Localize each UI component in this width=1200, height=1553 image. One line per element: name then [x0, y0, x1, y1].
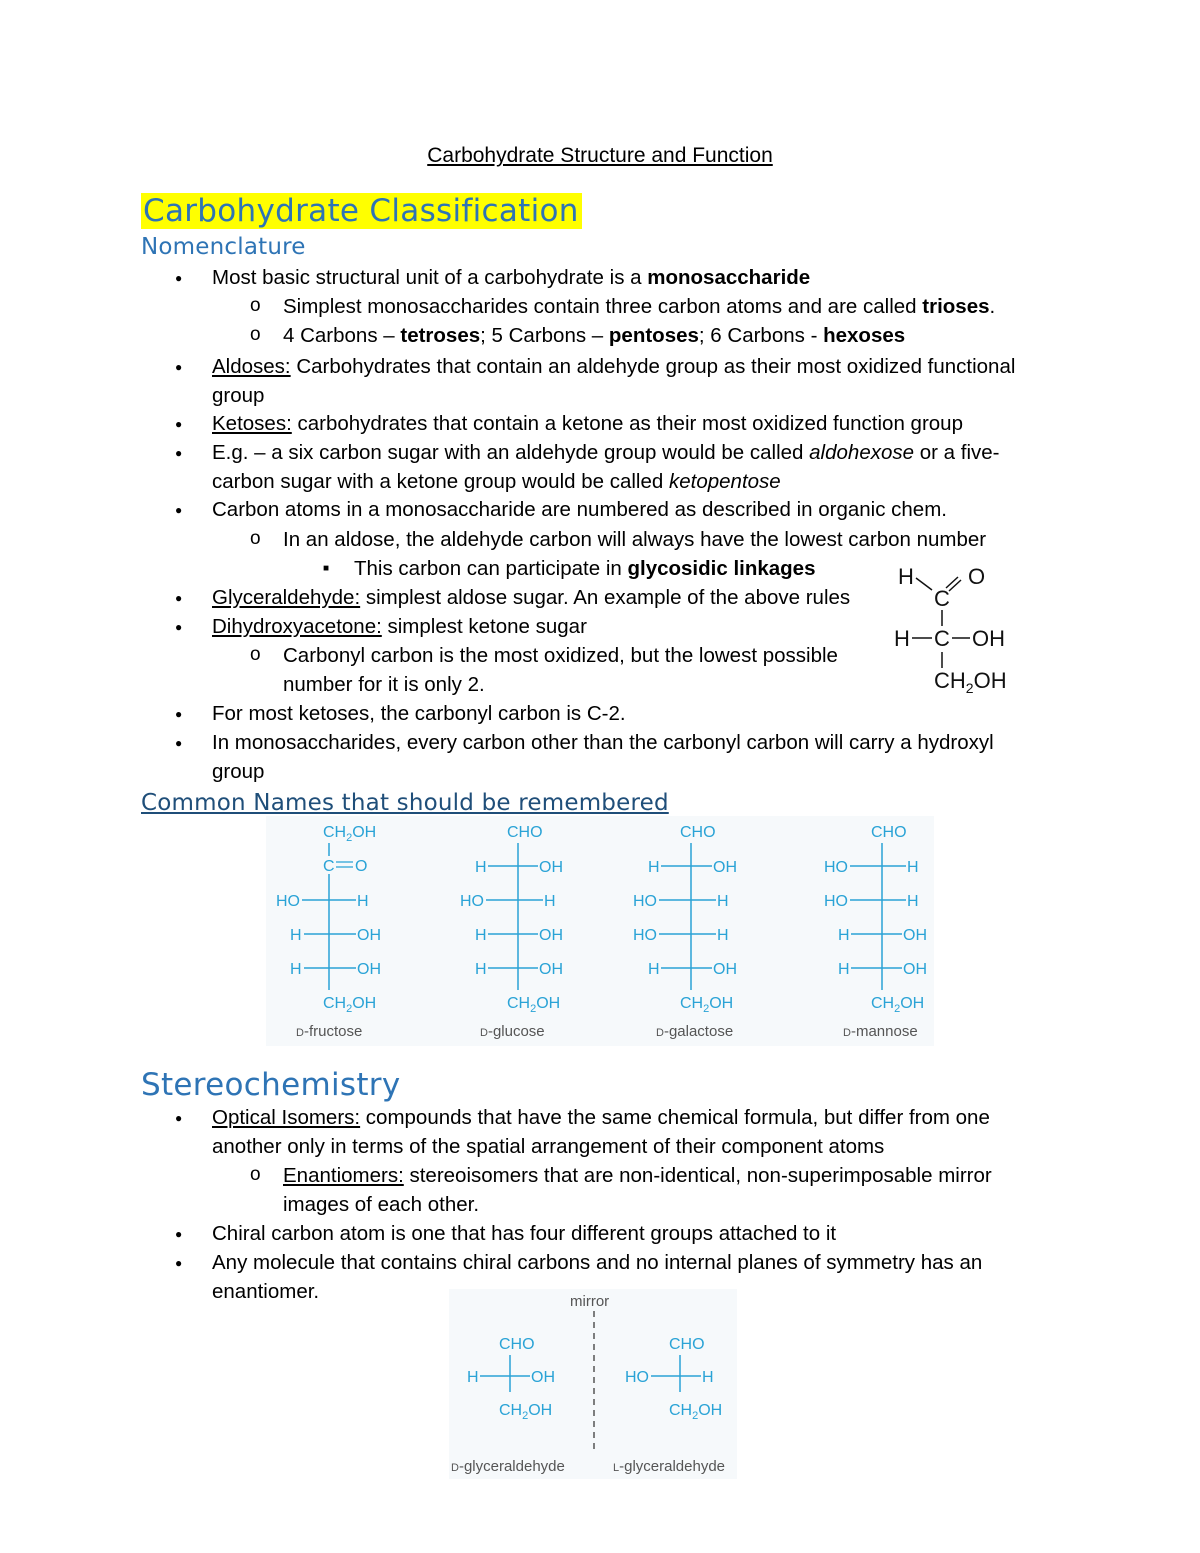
heading-nomenclature: Nomenclature: [141, 234, 306, 260]
svg-text:OH: OH: [357, 961, 381, 978]
svg-text:HO: HO: [824, 893, 848, 910]
list-item-continuation: group: [212, 384, 265, 407]
svg-text:CHO: CHO: [499, 1336, 535, 1353]
svg-text:OH: OH: [357, 927, 381, 944]
list-item: ● Most basic structural unit of a carbohydrate is a monosaccharide: [212, 268, 810, 289]
document-title: Carbohydrate Structure and Function: [427, 144, 773, 167]
list-item-continuation: enantiomer.: [212, 1280, 320, 1303]
svg-text:OH: OH: [903, 961, 927, 978]
svg-text:O: O: [355, 858, 368, 875]
svg-text:OH: OH: [713, 961, 737, 978]
list-item-continuation: another only in terms of the spatial arrangement of their component atoms: [212, 1135, 885, 1158]
list-item: o Enantiomers: stereoisomers that are non-identical, non-superimposable mirror: [283, 1166, 992, 1187]
svg-text:C: C: [323, 858, 335, 875]
list-item: ● Optical Isomers: compounds that have the same chemical formula, but differ from one: [212, 1108, 990, 1129]
svg-text:HO: HO: [824, 859, 848, 876]
svg-text:H: H: [717, 927, 729, 944]
svg-text:H: H: [475, 961, 487, 978]
list-item: ■ This carbon can participate in glycosidic linkages: [354, 559, 815, 580]
list-item: o 4 Carbons – tetroses; 5 Carbons – pentoses; 6 Carbons - hexoses: [283, 326, 905, 347]
svg-text:CH2OH: $CH_2OH$: [507, 995, 561, 1015]
svg-text:OH: OH: [531, 1369, 555, 1386]
svg-text:HO: HO: [460, 893, 484, 910]
heading-carbohydrate-classification: Carbohydrate Classification: [141, 193, 582, 229]
svg-text:OH: OH: [903, 927, 927, 944]
svg-text:H: H: [467, 1369, 479, 1386]
svg-text:CH2OH: $CH_2OH$: [871, 995, 925, 1015]
list-item: ● Ketoses: carbohydrates that contain a ketone as their most oxidized function group: [212, 414, 963, 435]
svg-text:CHO: CHO: [871, 824, 907, 841]
svg-text:D-fructose: D-fructose: [296, 1023, 363, 1040]
list-item: ● E.g. – a six carbon sugar with an aldehyde group would be called aldohexose or a five-: [212, 443, 999, 464]
svg-text:H: H: [838, 961, 850, 978]
svg-text:H: H: [907, 893, 919, 910]
list-item: o Carbonyl carbon is the most oxidized, but the lowest possible: [283, 646, 838, 667]
svg-text:CH2OH: $CH_2OH$: [669, 1402, 723, 1422]
svg-text:CH2OH: $CH_2OH$: [323, 824, 377, 844]
glyceraldehyde-mirror-figure: [449, 1289, 737, 1479]
svg-text:CH2OH: $CH_2OH$: [680, 995, 734, 1015]
list-item: ● In monosaccharides, every carbon other than the carbonyl carbon will carry a hydroxyl: [212, 733, 994, 754]
svg-text:CHO: CHO: [669, 1336, 705, 1353]
svg-text:CH2OH: $CH_2OH$: [323, 995, 377, 1015]
svg-text:H: H: [717, 893, 729, 910]
svg-text:H: H: [290, 961, 302, 978]
glyceraldehyde-structure-figure: [886, 558, 1018, 698]
list-item: ● For most ketoses, the carbonyl carbon is C-2.: [212, 704, 626, 725]
svg-text:H: H: [475, 859, 487, 876]
struct-ch2oh: $CH_2OH$: [934, 668, 1007, 696]
struct-c2: C: [934, 626, 950, 651]
list-item: ● Chiral carbon atom is one that has four different groups attached to it: [212, 1224, 836, 1245]
struct-h-mid: H: [894, 626, 910, 651]
mirror-label: mirror: [570, 1293, 610, 1310]
list-item: ● Any molecule that contains chiral carbons and no internal planes of symmetry has an: [212, 1253, 982, 1274]
svg-text:CHO: CHO: [680, 824, 716, 841]
svg-text:OH: OH: [539, 859, 563, 876]
heading-common-names: Common Names that should be remembered: [141, 790, 669, 816]
list-item-continuation: images of each other.: [283, 1193, 480, 1216]
svg-text:OH: OH: [539, 961, 563, 978]
d-glyceraldehyde-label: D-glyceraldehyde: [451, 1458, 565, 1475]
list-item: ● Carbon atoms in a monosaccharide are numbered as described in organic chem.: [212, 500, 947, 521]
list-item-continuation: carbon sugar with a ketone group would be called ketopentose: [212, 470, 781, 493]
list-item-continuation: number for it is only 2.: [283, 673, 485, 696]
svg-text:CH2OH: $CH_2OH$: [499, 1402, 553, 1422]
svg-text:D-mannose: D-mannose: [843, 1023, 918, 1040]
struct-oh-mid: OH: [972, 626, 1005, 651]
list-item-continuation: group: [212, 760, 265, 783]
struct-o-top: O: [968, 564, 986, 589]
heading-stereochemistry: Stereochemistry: [141, 1067, 401, 1103]
fischer-projections-figure: [266, 816, 934, 1046]
svg-text:HO: HO: [625, 1369, 649, 1386]
svg-text:H: H: [648, 859, 660, 876]
list-item: ● Dihydroxyacetone: simplest ketone sugar: [212, 617, 587, 638]
svg-text:D-galactose: D-galactose: [656, 1023, 734, 1040]
struct-c1: C: [934, 586, 950, 611]
list-item: o In an aldose, the aldehyde carbon will always have the lowest carbon number: [283, 530, 986, 551]
list-item: ● Aldoses: Carbohydrates that contain an aldehyde group as their most oxidized functional: [212, 357, 1015, 378]
svg-text:D-glucose: D-glucose: [480, 1023, 545, 1040]
svg-text:H: H: [290, 927, 302, 944]
l-glyceraldehyde-label: L-glyceraldehyde: [613, 1458, 726, 1475]
svg-text:H: H: [648, 961, 660, 978]
svg-text:H: H: [702, 1369, 714, 1386]
list-item: ● Glyceraldehyde: simplest aldose sugar. An example of the above rules: [212, 588, 850, 609]
list-item: o Simplest monosaccharides contain three carbon atoms and are called trioses.: [283, 297, 995, 318]
svg-text:HO: HO: [633, 927, 657, 944]
svg-text:H: H: [838, 927, 850, 944]
struct-h-top: H: [898, 564, 914, 589]
svg-text:HO: HO: [276, 893, 300, 910]
svg-text:H: H: [907, 859, 919, 876]
svg-text:H: H: [544, 893, 556, 910]
svg-text:OH: OH: [539, 927, 563, 944]
svg-text:H: H: [357, 893, 369, 910]
svg-text:HO: HO: [633, 893, 657, 910]
svg-text:OH: OH: [713, 859, 737, 876]
svg-text:H: H: [475, 927, 487, 944]
svg-text:CHO: CHO: [507, 824, 543, 841]
